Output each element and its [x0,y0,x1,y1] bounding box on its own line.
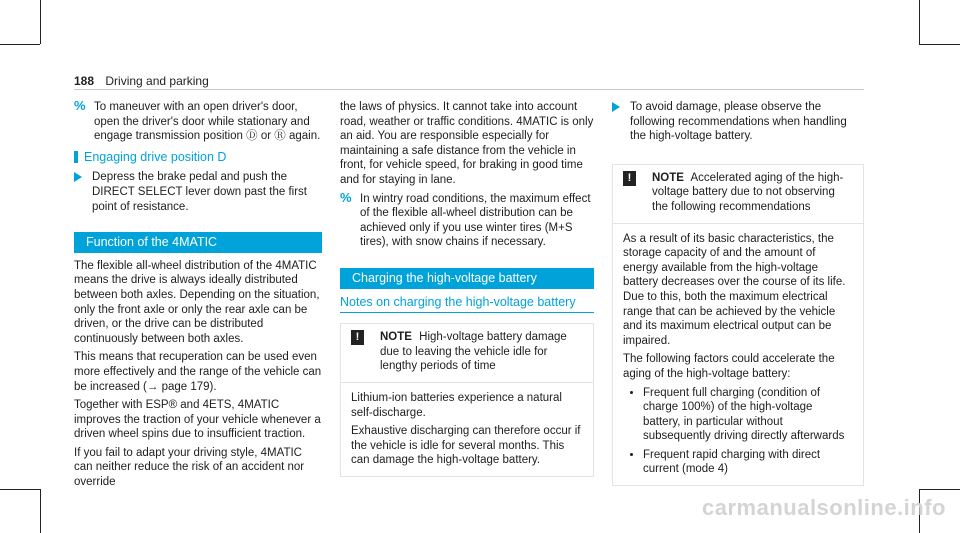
step-text: To avoid damage, please observe the following recommendations when handling the high-voltage battery. [630,101,847,143]
warning-icon: ! [351,330,364,345]
crop-mark [40,0,41,44]
note-paragraph: Lithium-ion batteries experience a natural self-discharge. [351,391,562,419]
paragraph: the laws of physics. It cannot take into account road, weather or traffic conditions. 4MATIC is only an aid. You are responsible especially for maintaining a safe distance from the vehicle in front, for vehicle speed, for braking in good time and for staying in lane. [340,101,594,186]
bullet-list [623,386,853,478]
section-heading: Function of the 4MATIC [74,232,322,253]
column-3 [612,100,864,486]
crop-mark [40,489,41,533]
info-icon: % [340,189,352,205]
paragraph: Together with ESP® and 4ETS, 4MATIC improves the traction of your vehicle whenever a driven wheel spins due to insufficient traction. [74,399,321,441]
crop-mark [0,489,40,490]
tip-note [340,189,594,250]
page-header [74,74,209,88]
step-instruction [612,100,864,144]
note-paragraph: Exhaustive discharging can therefore occur if the vehicle is idle for several months. This can damage the high-voltage battery. [351,425,581,467]
paragraph: The flexible all-wheel distribution of the 4MATIC means the drive is always ideally distributed between both axles. Depending on the situation, only the front axle or only the rear axle can be driven, or the drive can be distributed continuously between both axles. [74,259,320,345]
note-title: Accelerated aging of the high-voltage battery due to not observing the following recommendations [652,171,844,213]
paragraph: If you fail to adapt your driving style, 4MATIC can neither reduce the risk of an accident nor override [74,446,305,489]
subheading-marker [74,151,78,163]
list-item: • Frequent full charging (condition of charge 100%) of the high-voltage battery, in particular without subsequently driving directly afterwards [643,386,853,444]
section-heading: Charging the high-voltage battery [340,268,594,289]
tip-note [74,100,322,144]
note-box [612,164,864,486]
page-section-title: Driving and parking [105,74,209,88]
note-label: NOTE [380,331,412,344]
crop-mark [919,0,920,44]
note-box [340,323,594,477]
column-1 [74,100,322,494]
step-text: Depress the brake pedal and push the DIRECT SELECT lever down past the first point of resistance. [92,171,307,213]
header-divider [74,89,864,90]
step-instruction [74,170,322,214]
arrow-right-icon [74,172,82,182]
crop-mark [919,44,960,45]
note-paragraph: As a result of its basic characteristics, the storage capacity of and the amount of energy available from the high-voltage battery decreases over the course of its life. Due to this, both the maximum electrical range that can be achieved by the vehicle and its maximum electrical output can be impaired. [623,232,846,347]
note-label: NOTE [652,171,684,184]
watermark: carmanualsonline.info [702,495,946,520]
note-title: High-voltage battery damage due to leaving the vehicle idle for lengthy periods of time [380,331,567,373]
column-2 [340,100,594,477]
tip-text: To maneuver with an open driver's door, open the driver's door while stationary and engage transmission position Ⓓ or Ⓡ again. [94,101,321,143]
subheading-text: Engaging drive position D [84,149,227,164]
crop-mark [919,489,960,490]
list-item: • Frequent rapid charging with direct current (mode 4) [643,448,853,477]
paragraph: This means that recuperation can be used even more effectively and the range of the vehicle can be increased (→ page 179). [74,351,322,393]
page-number: 188 [74,74,95,88]
section-subheading: Notes on charging the high-voltage battery [340,295,594,314]
info-icon: % [74,98,86,113]
crop-mark [0,44,40,45]
arrow-right-icon [612,102,620,112]
warning-icon: ! [623,171,636,186]
note-paragraph: The following factors could accelerate the aging of the high-voltage battery: [623,353,835,380]
subheading [74,150,322,165]
tip-text: In wintry road conditions, the maximum effect of the flexible all-wheel distribution can be achieved only if you use winter tires (M+S tires), with snow chains if necessary. [360,192,591,249]
